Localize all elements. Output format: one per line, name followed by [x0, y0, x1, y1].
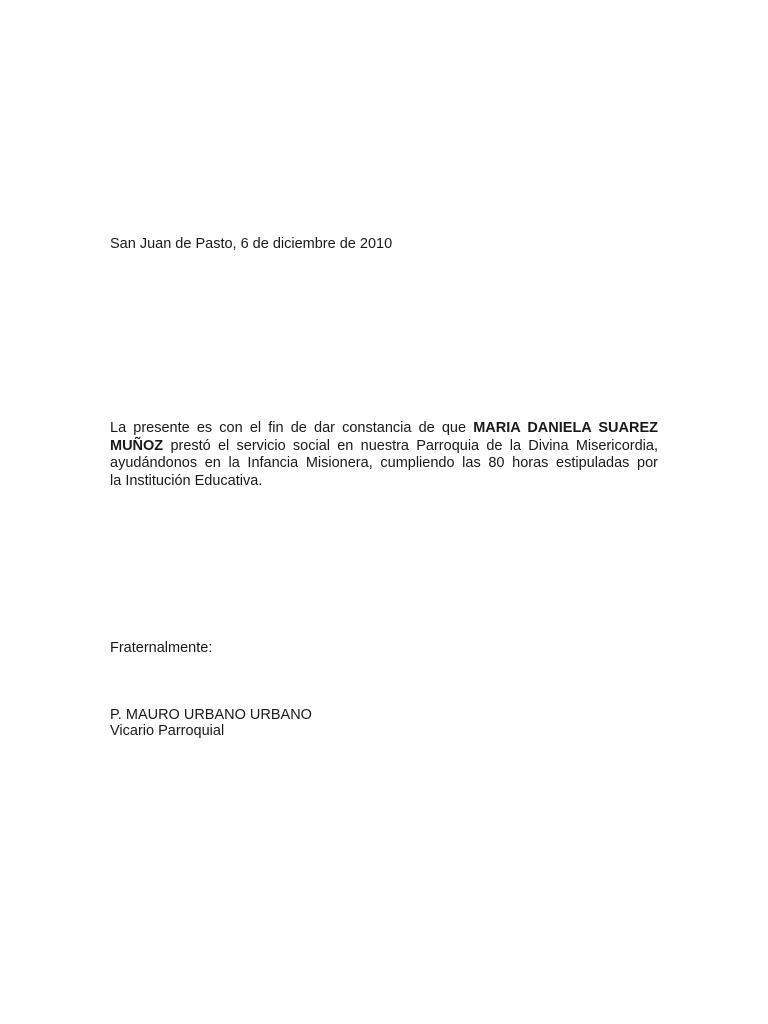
- certificate-paragraph: [110, 420, 658, 490]
- date-line: San Juan de Pasto, 6 de diciembre de 2010: [110, 236, 393, 252]
- paragraph-intro-text: La presente es con el fin de dar constancia de que: [110, 420, 467, 436]
- paragraph-service-text: prestó el servicio social en nuestra Parroquia de la Divina Misericordia,: [170, 437, 659, 454]
- student-name-part-1: MARIA DANIELA SUAREZ: [473, 420, 658, 436]
- paragraph-line-4: la Institución Educativa.: [110, 472, 263, 489]
- signer-name: P. MAURO URBANO URBANO: [110, 707, 312, 723]
- closing-salutation: Fraternalmente:: [110, 640, 213, 656]
- paragraph-line-1: [110, 420, 658, 438]
- paragraph-line-2: [110, 438, 658, 456]
- student-name-part-2: MUÑOZ: [110, 437, 164, 454]
- signer-title: Vicario Parroquial: [110, 723, 225, 739]
- paragraph-line-3: ayudándonos en la Infancia Misionera, cumpliendo las 80 horas estipuladas por: [110, 455, 658, 471]
